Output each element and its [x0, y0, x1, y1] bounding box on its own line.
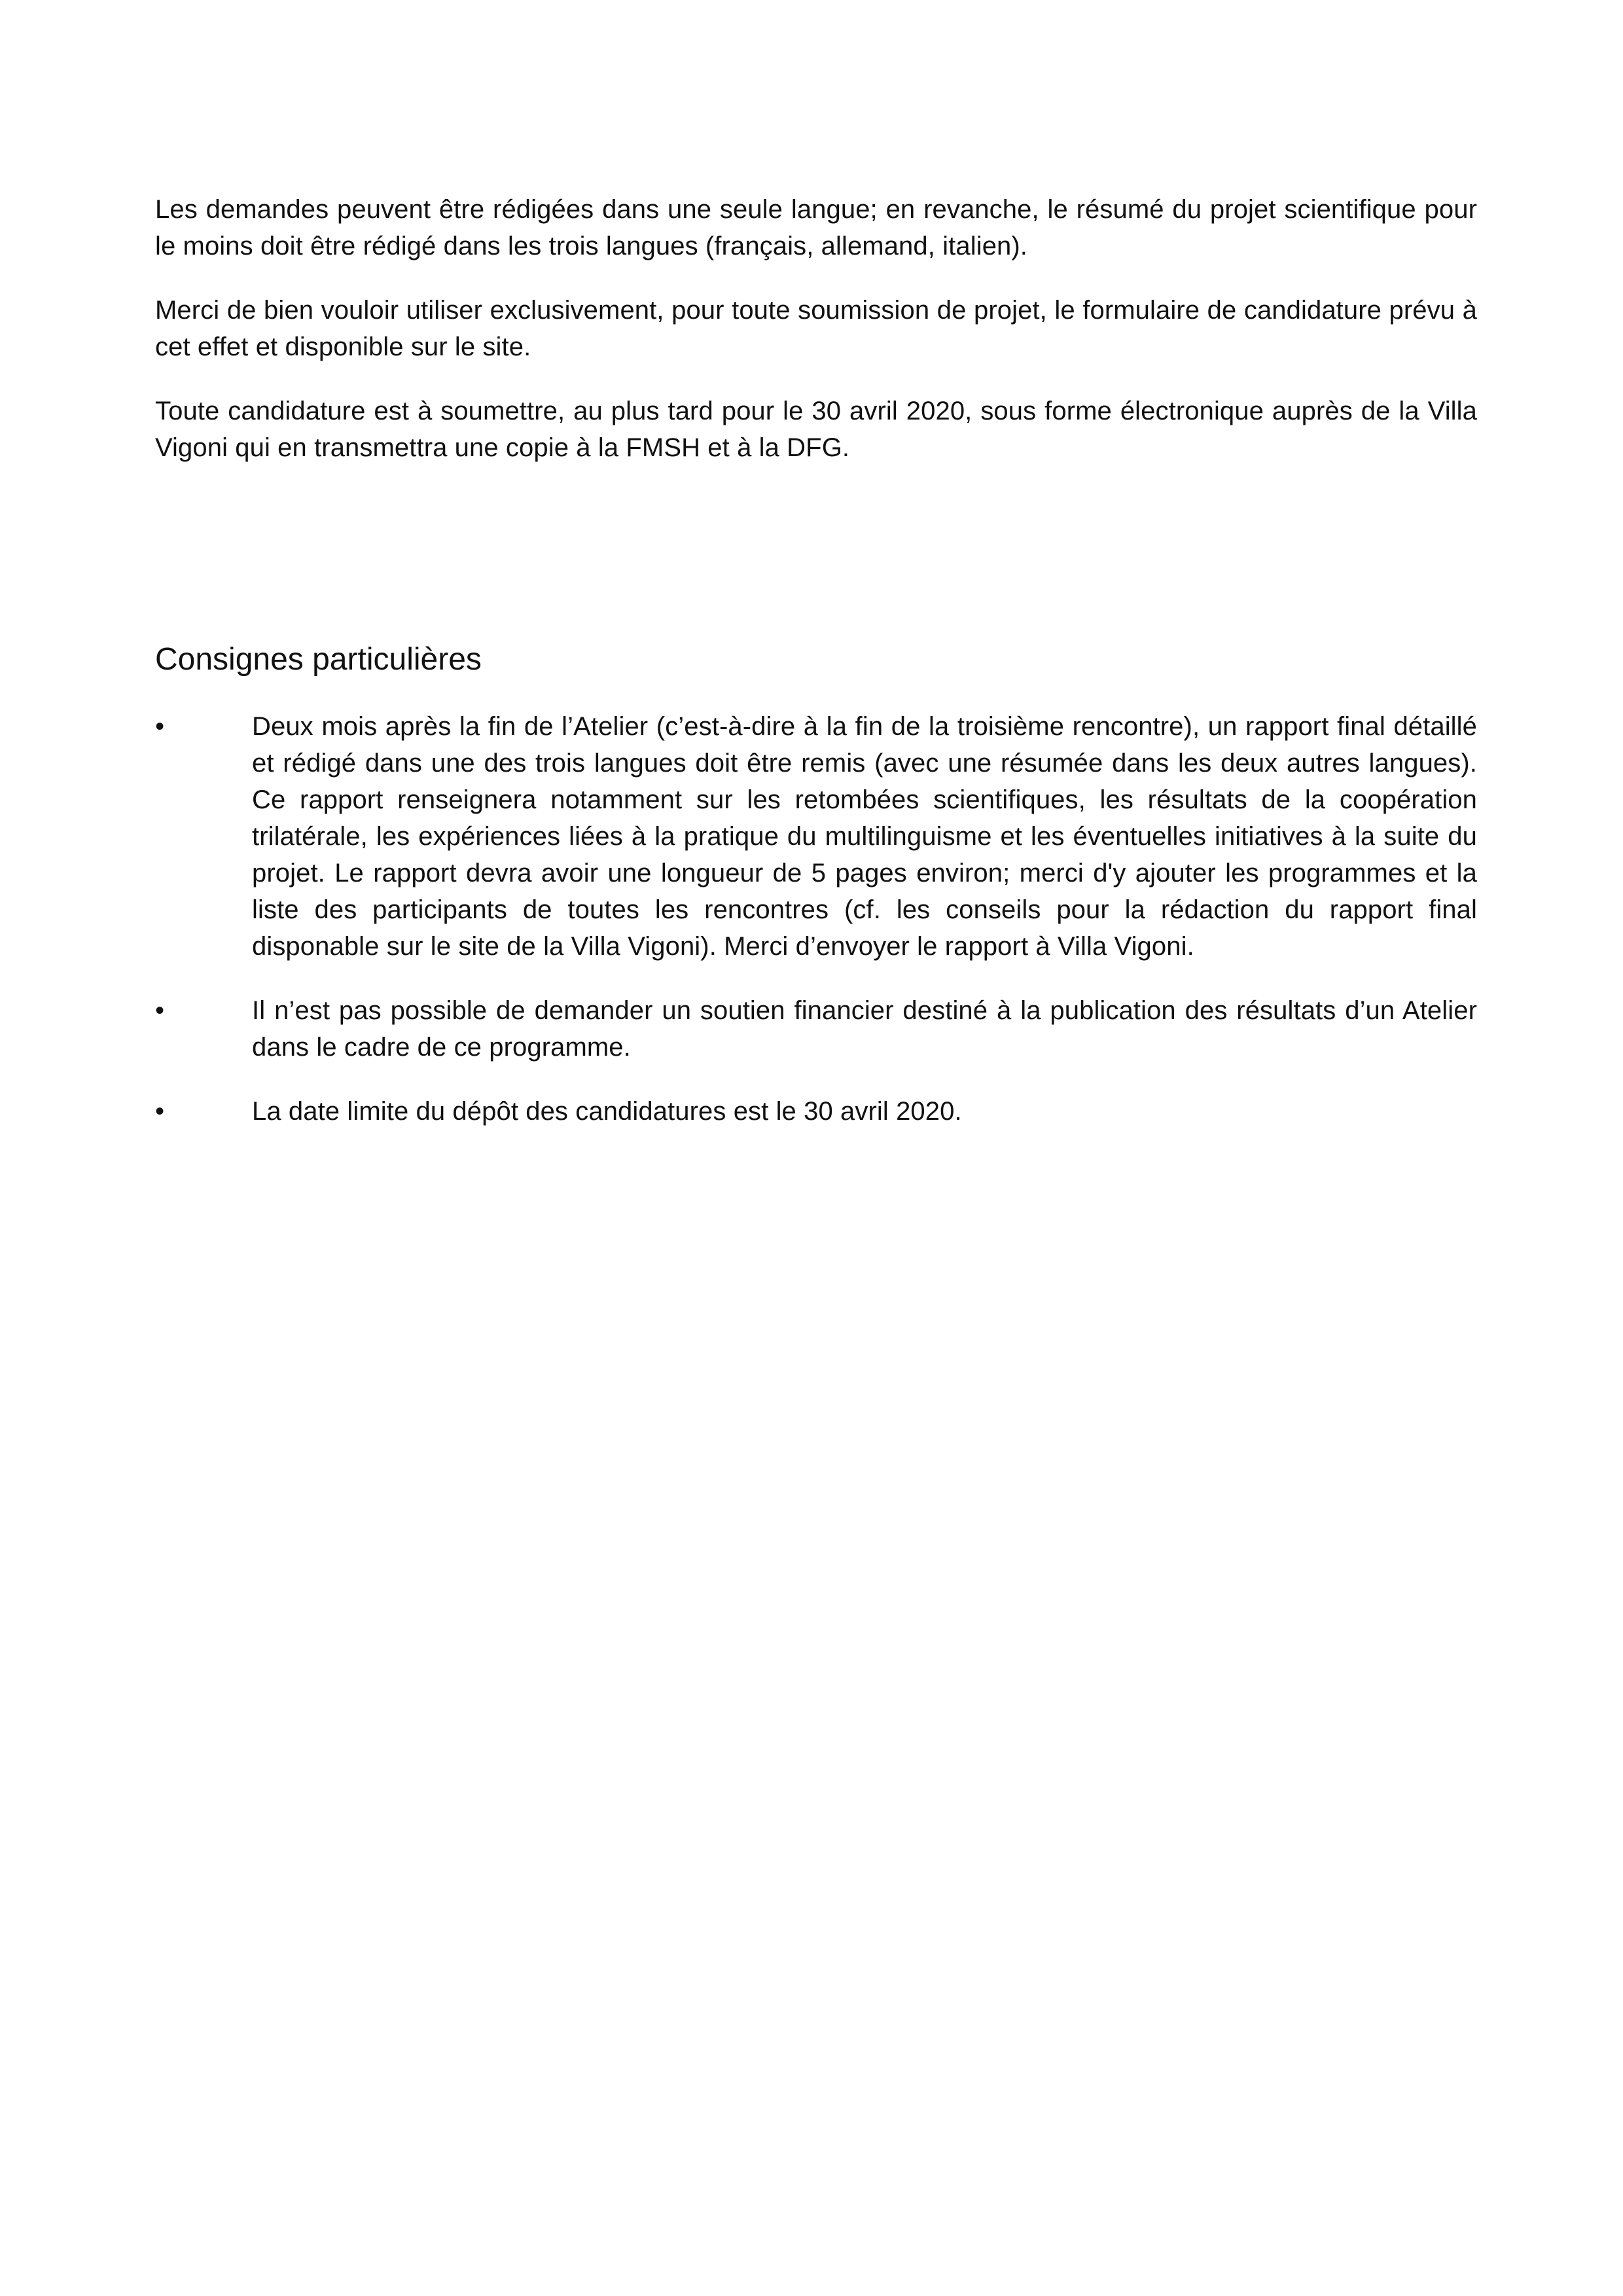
bullet-text-publication-support: Il n’est pas possible de demander un soutien financier destiné à la publication des résultats d’un Atelier dans le cadre de ce programme.	[252, 996, 1477, 1062]
bullet-icon: •	[155, 712, 165, 741]
bullet-text-final-report: Deux mois après la fin de l’Atelier (c’est-à-dire à la fin de la troisième rencontre), un rapport final détaillé et rédigé dans une des trois langues doit être remis (avec une résumée dans les deux autres langues). Ce rapport renseignera notamment sur les retombées scientifiques, les résultats de la coopération trilatérale, les expériences liées à la pratique du multilinguisme et les éventuelles initiatives à la suite du projet. Le rapport devra avoir une longueur de 5 pages environ; merci d'y ajouter les programmes et la liste des participants de toutes les rencontres (cf. les conseils pour la rédaction du rapport final disponable sur le site de la Villa Vigoni). Merci d’envoyer le rapport à Villa Vigoni.	[252, 712, 1477, 961]
instructions-list	[155, 708, 1477, 1130]
paragraph-language-requirements: Les demandes peuvent être rédigées dans une seule langue; en revanche, le résumé du projet scientifique pour le moins doit être rédigé dans les trois langues (français, allemand, italien).	[155, 195, 1477, 260]
section-heading: Consignes particulières	[155, 642, 482, 677]
bullet-icon: •	[155, 996, 165, 1025]
page-content	[155, 191, 1477, 1126]
paragraph-submission-deadline: Toute candidature est à soumettre, au plus tard pour le 30 avril 2020, sous forme électronique auprès de la Villa Vigoni qui en transmettra une copie à la FMSH et à la DFG.	[155, 397, 1477, 462]
list-item	[155, 708, 1477, 965]
list-item	[155, 992, 1477, 1066]
bullet-text-deadline: La date limite du dépôt des candidatures est le 30 avril 2020.	[252, 1097, 962, 1126]
paragraph-application-form: Merci de bien vouloir utiliser exclusivement, pour toute soumission de projet, le formulaire de candidature prévu à cet effet et disponible sur le site.	[155, 296, 1477, 361]
bullet-icon: •	[155, 1097, 165, 1126]
list-item	[155, 1093, 1477, 1130]
